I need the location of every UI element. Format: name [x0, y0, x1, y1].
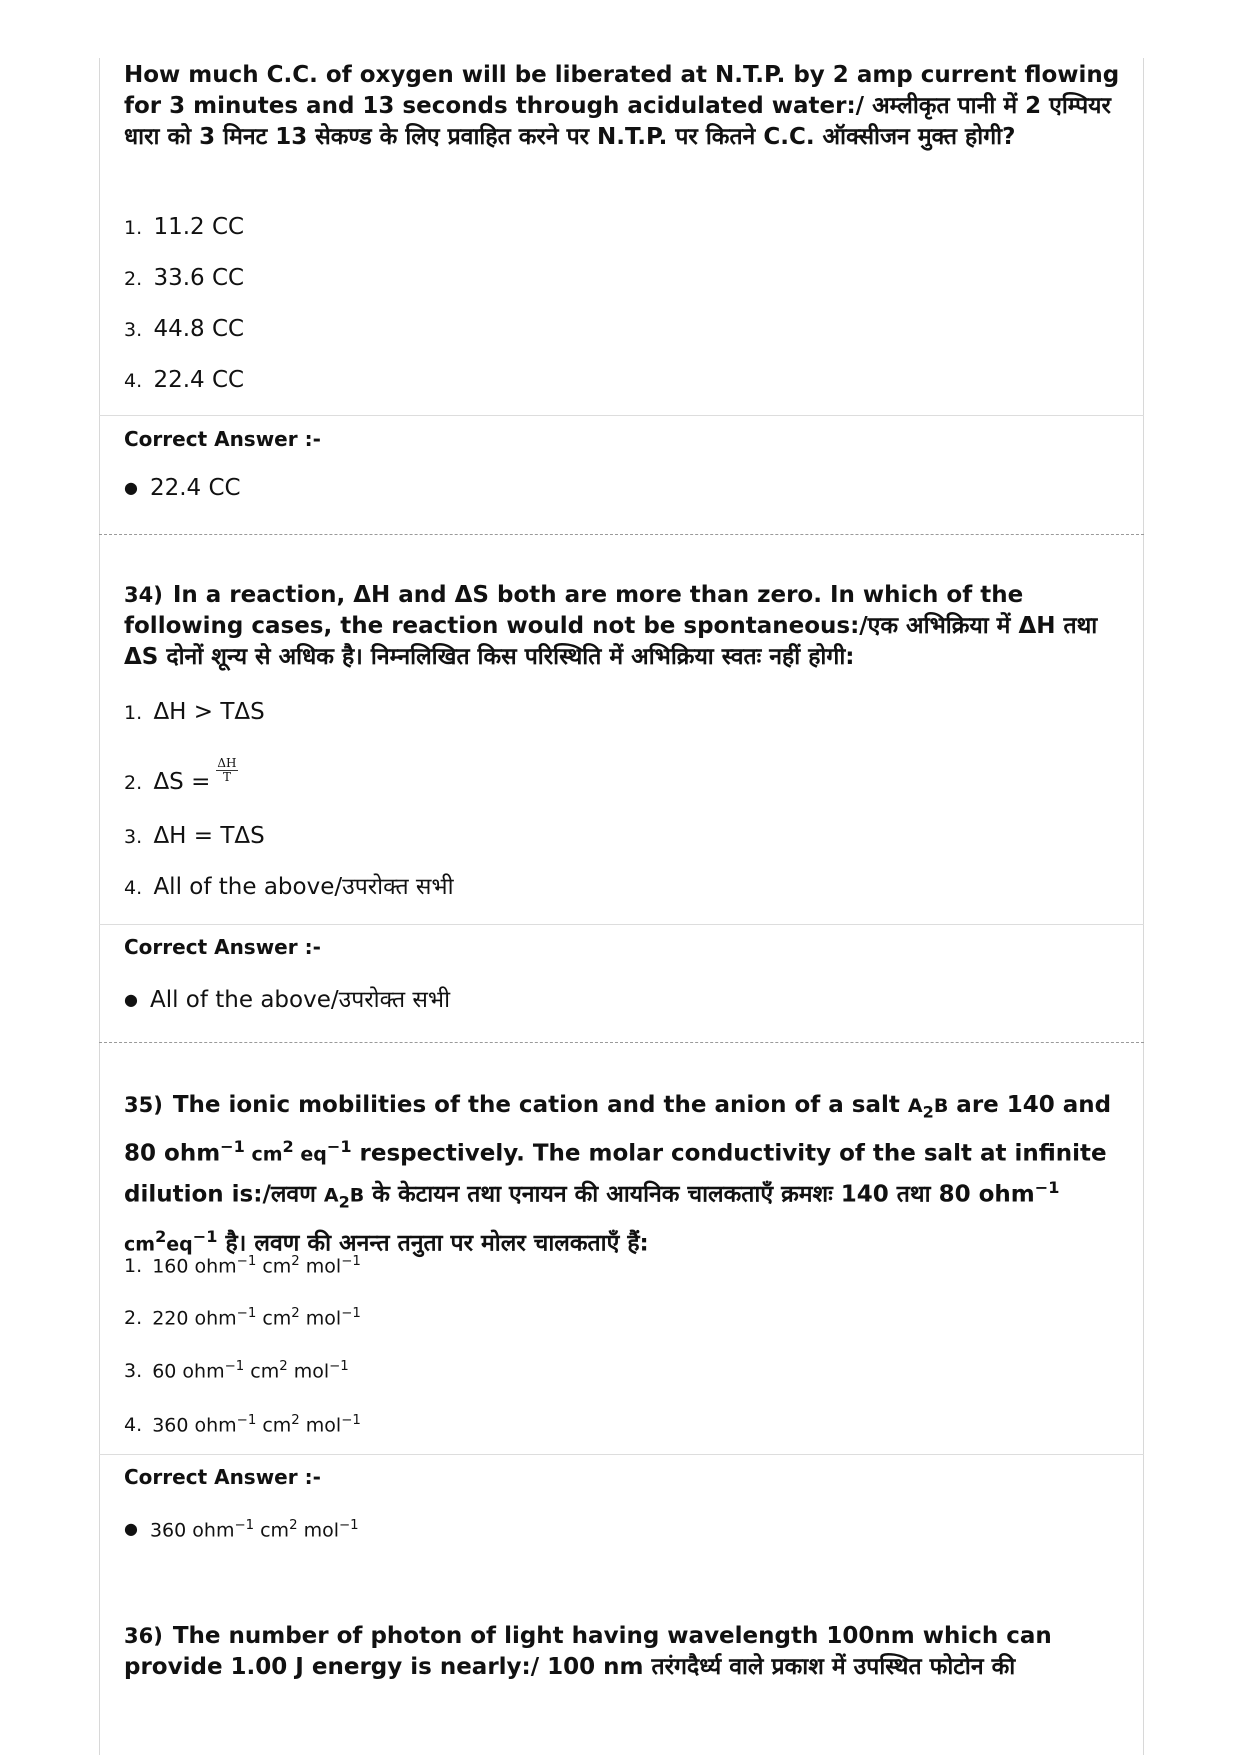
q34-correct-answer-label: Correct Answer :- — [124, 935, 321, 959]
superscript: −1 — [341, 1306, 361, 1321]
fraction — [216, 757, 237, 784]
unit: mol — [287, 1360, 330, 1383]
superscript: 2 — [155, 1226, 167, 1246]
option-value: 360 ohm — [152, 1414, 237, 1437]
divider — [99, 924, 1144, 925]
unit: cm — [256, 1307, 292, 1330]
unit: cm — [244, 1143, 283, 1166]
question-part: के केटायन तथा एनायन की आयनिक चालकताएँ क्रमशः 140 तथा 80 ohm — [364, 1181, 1035, 1208]
q35-option-2[interactable] — [124, 1300, 361, 1332]
option-number: 3. — [124, 319, 143, 341]
question-body: In a reaction, ΔH and ΔS both are more than zero. In which of the following cases, the reaction would not be spontaneous:/एक अभिक्रिया में ΔH तथा ΔS दोनों शून्य से अधिक है। निम्नलिखित किस परिस्थिति में अभिक्रिया स्वतः नहीं होगी: — [124, 582, 1098, 670]
question-33-text: How much C.C. of oxygen will be liberated at N.T.P. by 2 amp current flowing for 3 minutes and 13 seconds through acidulated water:/ अम्लीकृत पानी में 2 एम्पियर धारा को 3 मिनट 13 सेकण्ड के लिए प्रवाहित करने पर N.T.P. पर कितने C.C. ऑक्सीजन मुक्त होगी? — [124, 62, 1120, 150]
superscript: 2 — [291, 1413, 300, 1428]
option-number: 2. — [124, 1307, 143, 1330]
question-part: The ionic mobilities of the cation and the anion of a salt — [172, 1092, 908, 1118]
q33-option-1[interactable] — [124, 213, 244, 242]
q33-correct-answer — [124, 475, 241, 501]
answer-text: 22.4 CC — [149, 475, 241, 501]
q33-correct-answer-label: Correct Answer :- — [124, 427, 321, 451]
divider — [99, 415, 1144, 416]
superscript: 2 — [279, 1359, 288, 1374]
superscript: −1 — [341, 1254, 361, 1269]
option-text: All of the above/उपरोक्त सभी — [153, 874, 454, 900]
superscript: −1 — [236, 1306, 257, 1321]
superscript: −1 — [338, 1518, 359, 1533]
unit: mol — [299, 1255, 342, 1278]
option-number: 2. — [124, 268, 143, 290]
bullet-icon: ● — [124, 1519, 138, 1539]
superscript: −1 — [1034, 1178, 1060, 1198]
superscript: −1 — [234, 1518, 255, 1533]
option-text: ΔS = — [153, 769, 211, 795]
question-number: 36) — [124, 1624, 163, 1648]
q35-correct-answer — [124, 1518, 359, 1541]
option-number: 1. — [124, 702, 143, 724]
option-text: 33.6 CC — [153, 265, 245, 291]
superscript: −1 — [224, 1359, 245, 1374]
option-text: ΔH > TΔS — [153, 699, 265, 725]
q34-option-4[interactable] — [124, 873, 454, 902]
question-34-text — [124, 580, 1124, 673]
option-number: 3. — [124, 826, 143, 848]
option-value: 60 ohm — [152, 1360, 225, 1383]
superscript: −1 — [329, 1359, 349, 1374]
question-part: are 140 and 80 ohm — [124, 1092, 1112, 1167]
unit: mol — [297, 1519, 339, 1542]
unit: eq — [293, 1143, 327, 1166]
question-36-text — [124, 1621, 1124, 1683]
question-number: 35) — [124, 1093, 163, 1117]
option-number: 1. — [124, 217, 143, 239]
option-number: 1. — [124, 1255, 143, 1278]
fraction-denominator: T — [222, 770, 231, 784]
superscript: 2 — [282, 1136, 294, 1156]
option-text: 22.4 CC — [153, 367, 245, 393]
question-number: 34) — [124, 583, 163, 607]
superscript: −1 — [192, 1226, 218, 1246]
q35-correct-answer-label: Correct Answer :- — [124, 1465, 321, 1489]
salt-symbol: B — [933, 1095, 949, 1117]
superscript: −1 — [236, 1413, 257, 1428]
q35-option-1[interactable] — [124, 1248, 361, 1280]
salt-symbol: A — [907, 1095, 923, 1117]
option-number: 4. — [124, 370, 143, 392]
question-part: है। लवण की अनन्त तनुता पर मोलर चालकताएँ हैं: — [217, 1230, 649, 1257]
option-text: 11.2 CC — [153, 214, 245, 240]
q33-option-3[interactable] — [124, 315, 244, 344]
superscript: −1 — [220, 1136, 245, 1156]
unit: cm — [256, 1414, 292, 1437]
divider — [99, 1454, 1144, 1455]
superscript: 2 — [291, 1254, 300, 1269]
q34-option-3[interactable] — [124, 822, 265, 851]
q35-option-3[interactable] — [124, 1353, 349, 1385]
option-number: 4. — [124, 1414, 143, 1437]
question-part: respectively. The molar conductivity of the salt at infinite dilution is:/लवण — [124, 1140, 1107, 1208]
option-number: 4. — [124, 877, 143, 899]
question-separator — [99, 1042, 1144, 1043]
answer-text: All of the above/उपरोक्त सभी — [149, 987, 451, 1013]
salt-symbol: A — [323, 1184, 339, 1207]
page-frame — [99, 58, 1144, 1755]
question-separator — [99, 534, 1144, 535]
superscript: 2 — [291, 1306, 300, 1321]
superscript: −1 — [341, 1413, 361, 1428]
bullet-icon: ● — [124, 478, 138, 497]
option-text: 44.8 CC — [153, 316, 245, 342]
unit: eq — [166, 1233, 193, 1256]
superscript: −1 — [236, 1254, 257, 1269]
salt-subscript: 2 — [338, 1192, 350, 1212]
unit: cm — [244, 1360, 280, 1383]
q34-option-1[interactable] — [124, 698, 265, 727]
option-text: ΔH = TΔS — [153, 823, 265, 849]
salt-symbol: B — [349, 1184, 365, 1207]
unit: cm — [254, 1519, 290, 1542]
q34-correct-answer — [124, 982, 450, 1014]
unit: cm — [256, 1255, 292, 1278]
option-value: 220 ohm — [152, 1307, 237, 1330]
q35-option-4[interactable] — [124, 1407, 361, 1439]
question-body: The number of photon of light having wavelength 100nm which can provide 1.00 J energy is nearly:/ 100 nm तरंगदैर्ध्य वाले प्रकाश में उपस्थित फोटोन की — [124, 1623, 1052, 1680]
option-number: 2. — [124, 772, 143, 794]
unit: cm — [124, 1233, 156, 1256]
option-value: 160 ohm — [152, 1255, 237, 1278]
option-number: 3. — [124, 1360, 143, 1383]
question-35-text — [124, 1088, 1124, 1261]
unit: mol — [299, 1414, 342, 1437]
q33-option-2[interactable] — [124, 264, 244, 293]
bullet-icon: ● — [124, 990, 138, 1009]
fraction-numerator: ΔH — [217, 756, 237, 770]
unit: mol — [299, 1307, 342, 1330]
superscript: −1 — [326, 1136, 352, 1156]
answer-value: 360 ohm — [149, 1519, 235, 1542]
salt-subscript: 2 — [922, 1102, 934, 1122]
q33-option-4[interactable] — [124, 366, 244, 395]
superscript: 2 — [289, 1518, 298, 1533]
